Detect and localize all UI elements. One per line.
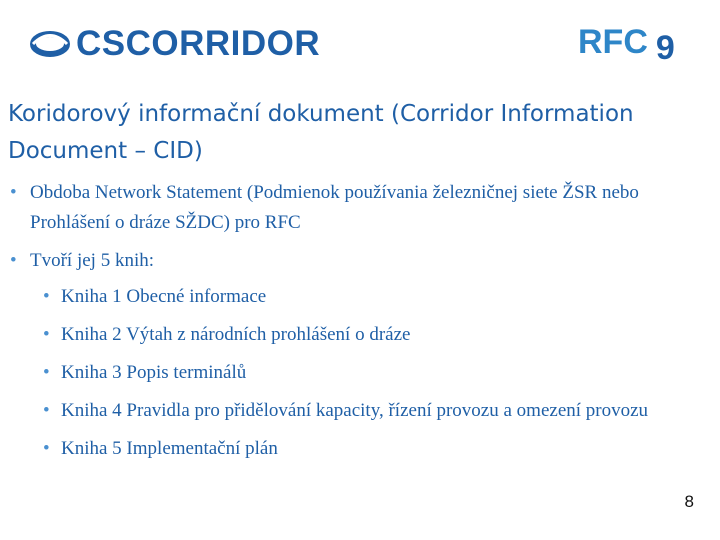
sub-bullet-text: Kniha 1 Obecné informace (61, 286, 267, 307)
bullet-item (8, 246, 698, 276)
slide-title: Koridorový informační dokument (Corridor Information Document – CID) (8, 101, 634, 164)
bullet-dot: • (10, 182, 17, 203)
bullet-dot: • (43, 438, 50, 459)
bullet-dot: • (43, 286, 50, 307)
sub-bullet-item (8, 396, 698, 426)
cscorridor-logo (30, 22, 320, 66)
bullet-item (8, 178, 698, 238)
rfc-logo-number: 9 (655, 29, 675, 67)
bullet-dot: • (43, 324, 50, 345)
sub-bullet-text: Kniha 4 Pravidla pro přidělování kapacity, řízení provozu a omezení provozu (61, 400, 649, 421)
rfc-logo-text: RFC (578, 23, 648, 61)
sub-bullet-item (8, 282, 698, 312)
bullet-dot: • (43, 362, 50, 383)
sub-bullet-text: Kniha 3 Popis terminálů (61, 362, 247, 383)
bullet-list (8, 178, 698, 464)
swoosh-icon (30, 29, 70, 59)
bullet-text: Tvoří jej 5 knih: (30, 250, 155, 271)
bullet-text: Obdoba Network Statement (Podmienok používania železničnej siete ŽSR nebo Prohlášení o dráze SŽDC) pro RFC (30, 182, 639, 233)
sub-bullet-item (8, 434, 698, 464)
logo-text: CSCORRIDOR (76, 24, 321, 63)
sub-bullet-text: Kniha 5 Implementační plán (61, 438, 278, 459)
sub-bullet-item (8, 358, 698, 388)
page-number: 8 (684, 492, 694, 511)
rfc9-logo (578, 20, 675, 70)
bullet-dot: • (10, 250, 17, 271)
sub-bullet-item (8, 320, 698, 350)
sub-bullet-text: Kniha 2 Výtah z národních prohlášení o dráze (61, 324, 411, 345)
bullet-dot: • (43, 400, 50, 421)
